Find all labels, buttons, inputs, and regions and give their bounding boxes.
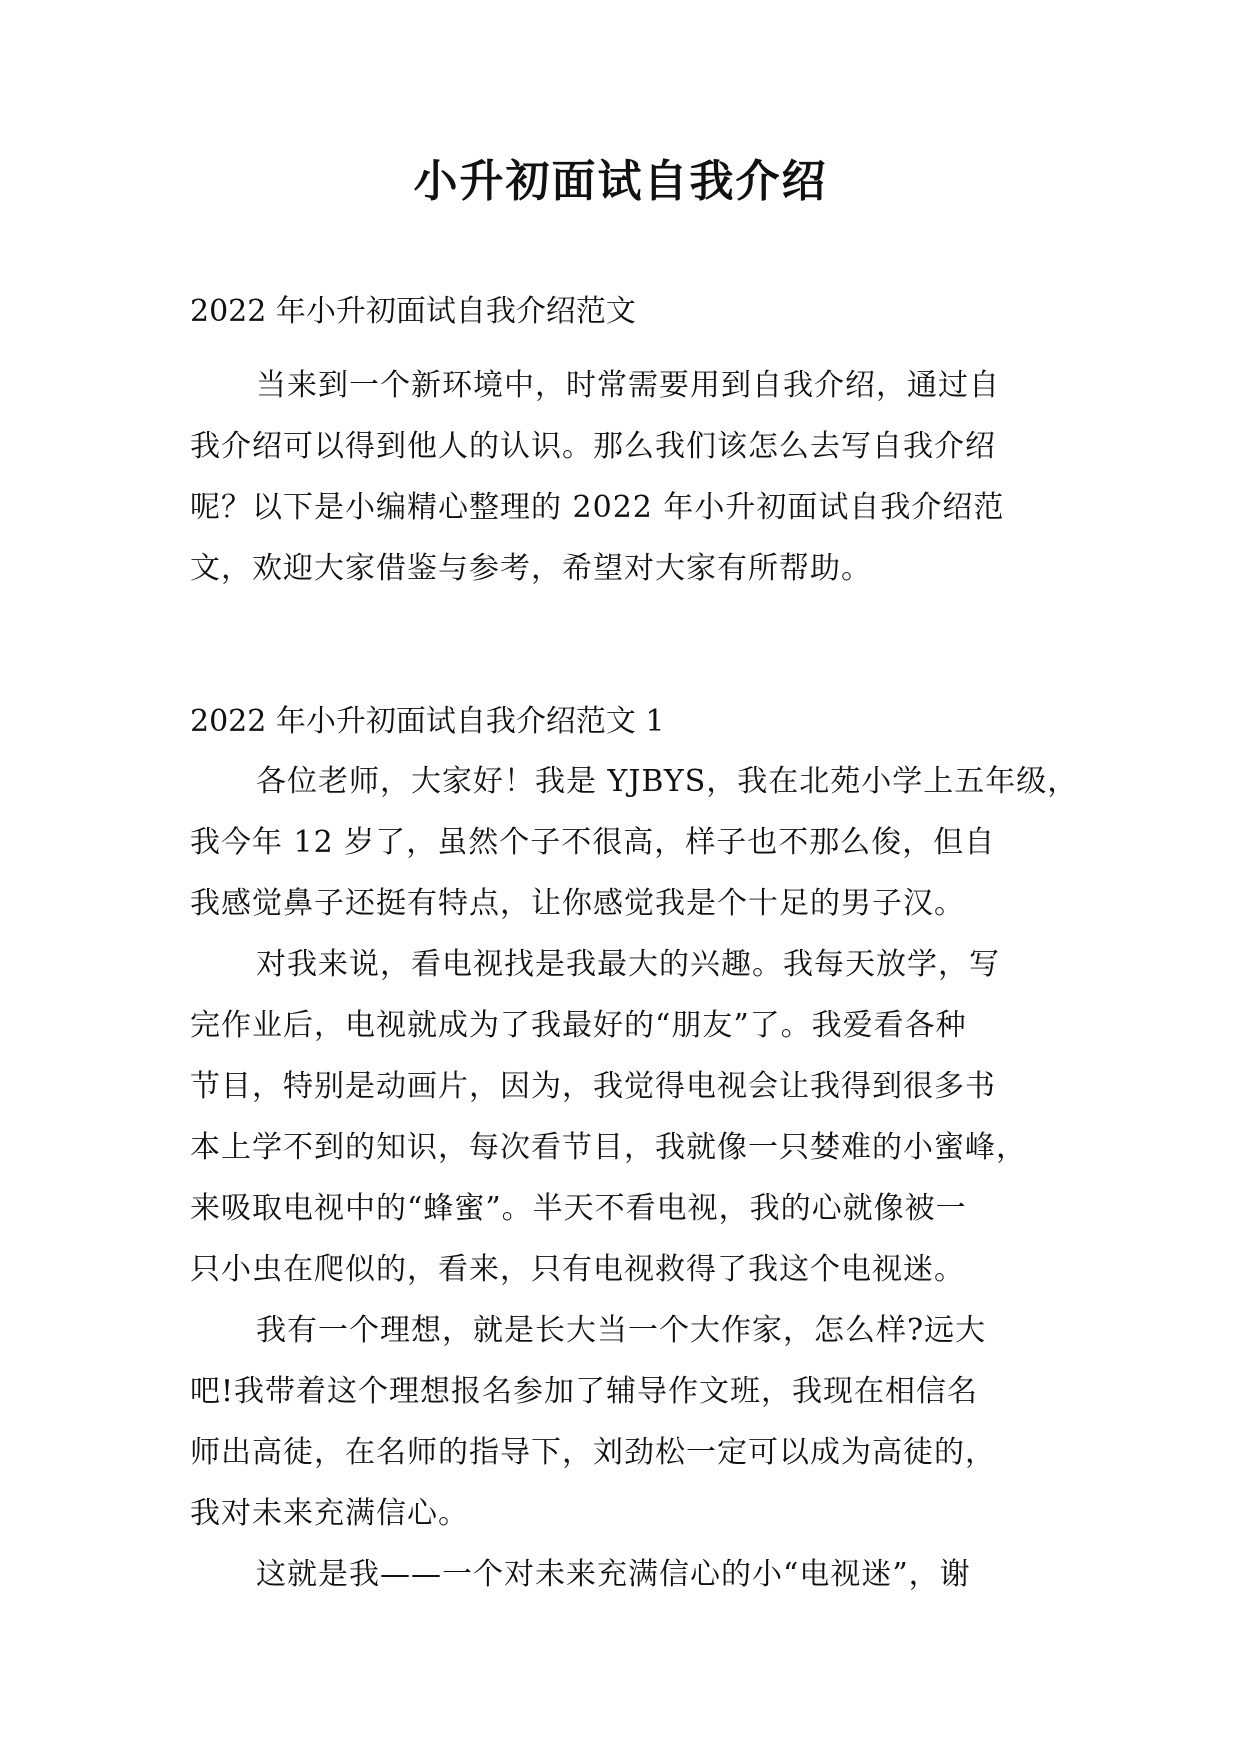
section-heading: 2022 年小升初面试自我介绍范文 1 (190, 704, 665, 739)
text-line: 来吸取电视中的“蜂蜜”。半天不看电视，我的心就像被一 (190, 1191, 967, 1226)
intro-paragraph (190, 355, 1060, 599)
text-line: 吧!我带着这个理想报名参加了辅导作文班，我现在相信名 (190, 1374, 979, 1409)
text-line: 对我来说，看电视找是我最大的兴趣。我每天放学，写 (256, 947, 1000, 982)
text-line: 我介绍可以得到他人的认识。那么我们该怎么去写自我介绍 (190, 429, 996, 464)
text-line: 我有一个理想，就是长大当一个大作家，怎么样?远大 (256, 1313, 987, 1348)
document-subtitle: 2022 年小升初面试自我介绍范文 (190, 294, 636, 329)
text-line: 文，欢迎大家借鉴与参考，希望对大家有所帮助。 (190, 551, 872, 586)
paragraph-2 (190, 934, 1060, 1300)
paragraph-3 (190, 1300, 1060, 1544)
text-line: 师出高徒，在名师的指导下，刘劲松一定可以成为高徒的， (190, 1435, 996, 1470)
text-line: 呢？以下是小编精心整理的 2022 年小升初面试自我介绍范 (190, 490, 1005, 525)
text-line: 节目，特别是动画片，因为，我觉得电视会让我得到很多书 (190, 1069, 996, 1104)
text-line: 当来到一个新环境中，时常需要用到自我介绍，通过自 (256, 368, 1000, 403)
paragraph-1 (190, 751, 1079, 934)
text-line: 只小虫在爬似的，看来，只有电视救得了我这个电视迷。 (190, 1252, 965, 1287)
text-line: 完作业后，电视就成为了我最好的“朋友”了。我爱看各种 (190, 1008, 967, 1043)
text-line: 我今年 12 岁了，虽然个子不很高，样子也不那么俊，但自 (190, 825, 996, 860)
text-line: 我感觉鼻子还挺有特点，让你感觉我是个十足的男子汉。 (190, 886, 965, 921)
paragraph-4 (190, 1544, 1060, 1605)
text-line: 各位老师，大家好！我是 YJBYS，我在北苑小学上五年级， (256, 764, 1079, 799)
text-line: 我对未来充满信心。 (190, 1496, 469, 1531)
text-line: 这就是我——一个对未来充满信心的小“电视迷”，谢 (256, 1557, 971, 1592)
text-line: 本上学不到的知识，每次看节目，我就像一只婪难的小蜜峰， (190, 1130, 1027, 1165)
document-title: 小升初面试自我介绍 (413, 156, 828, 207)
